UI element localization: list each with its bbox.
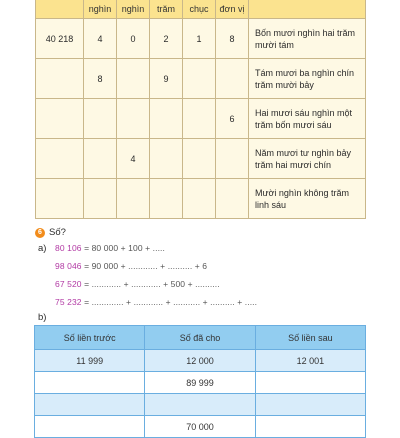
table-cell: 6 (216, 99, 249, 139)
table-cell[interactable] (150, 179, 183, 219)
equation-line (55, 243, 165, 253)
reading-cell: Bốn mươi nghìn hai trăm mười tám (249, 19, 366, 59)
reading-cell: Năm mươi tư nghìn bảy trăm hai mươi chín (249, 139, 366, 179)
number-reading-table (35, 0, 366, 219)
table-row (36, 179, 366, 219)
table-cell[interactable] (36, 139, 84, 179)
equation-line (55, 297, 257, 307)
equation-number: 80 106 (55, 243, 82, 253)
exercise-title: Số? (49, 227, 66, 238)
table-cell: 4 (84, 19, 117, 59)
table-cell: 70 000 (145, 416, 255, 438)
part-b-label: b) (38, 312, 47, 323)
equation-rest[interactable]: = 80 000 + 100 + ..... (81, 243, 165, 253)
table-cell[interactable] (216, 139, 249, 179)
table-cell[interactable] (117, 179, 150, 219)
table-cell[interactable] (36, 99, 84, 139)
exercise-number-badge: 6 (35, 228, 45, 238)
table-cell[interactable] (35, 416, 145, 438)
header-cell: Số đã cho (145, 326, 255, 350)
header-cell: trăm (150, 0, 183, 19)
table-cell[interactable] (36, 59, 84, 99)
header-cell (249, 0, 366, 19)
reading-cell: Hai mươi sáu nghìn một trăm bốn mươi sáu (249, 99, 366, 139)
table-cell[interactable] (255, 416, 365, 438)
equation-number: 98 046 (55, 261, 82, 271)
equation-rest[interactable]: = ............ + ............ + 500 + .......... (81, 279, 220, 289)
table-cell[interactable] (183, 99, 216, 139)
equation-line (55, 279, 220, 289)
equation-rest[interactable]: = ............. + ............ + ........... + .......... + ..... (81, 297, 258, 307)
header-cell: chục (183, 0, 216, 19)
table-cell[interactable] (150, 99, 183, 139)
table-cell[interactable] (183, 139, 216, 179)
table-cell[interactable] (84, 179, 117, 219)
table-cell: 8 (84, 59, 117, 99)
table-cell[interactable] (183, 179, 216, 219)
header-cell: Số liền trước (35, 326, 145, 350)
table-cell: 1 (183, 19, 216, 59)
table-cell: 12 000 (145, 350, 255, 372)
table-cell: 4 (117, 139, 150, 179)
table-cell[interactable] (255, 372, 365, 394)
table-cell[interactable] (117, 59, 150, 99)
part-a-label: a) (38, 243, 47, 254)
table-cell[interactable] (216, 179, 249, 219)
exercise-heading (35, 227, 66, 238)
table-row (35, 416, 366, 438)
header-cell (36, 0, 84, 19)
table-cell: 40 218 (36, 19, 84, 59)
equation-number: 67 520 (55, 279, 82, 289)
table-cell[interactable] (84, 139, 117, 179)
table-row (35, 394, 366, 416)
table-row (35, 350, 366, 372)
equation-rest[interactable]: = 90 000 + ............ + .......... + 6 (81, 261, 208, 271)
table-cell[interactable] (183, 59, 216, 99)
table-cell: 8 (216, 19, 249, 59)
table-cell[interactable] (36, 179, 84, 219)
table-row (36, 99, 366, 139)
table-cell[interactable] (150, 139, 183, 179)
reading-cell: Tám mươi ba nghìn chín trăm mười bảy (249, 59, 366, 99)
table-row (36, 19, 366, 59)
equation-number: 75 232 (55, 297, 82, 307)
table-cell[interactable] (84, 99, 117, 139)
header-cell: nghìn (117, 0, 150, 19)
table-cell[interactable] (117, 99, 150, 139)
neighbor-numbers-table (34, 325, 366, 438)
table-row (36, 139, 366, 179)
table-cell[interactable] (216, 59, 249, 99)
table-cell: 2 (150, 19, 183, 59)
table-cell[interactable] (35, 394, 145, 416)
header-cell: Số liền sau (255, 326, 365, 350)
table-header-row (36, 0, 366, 19)
table-row (35, 372, 366, 394)
table-row (36, 59, 366, 99)
table-cell: 0 (117, 19, 150, 59)
header-cell: đơn vị (216, 0, 249, 19)
equation-line (55, 261, 207, 271)
reading-cell: Mười nghìn không trăm linh sáu (249, 179, 366, 219)
table-cell[interactable] (255, 394, 365, 416)
table-cell: 9 (150, 59, 183, 99)
table-cell[interactable] (145, 394, 255, 416)
table-header-row (35, 326, 366, 350)
table-cell: 12 001 (255, 350, 365, 372)
table-cell: 11 999 (35, 350, 145, 372)
header-cell: nghìn (84, 0, 117, 19)
table-cell: 89 999 (145, 372, 255, 394)
table-cell[interactable] (35, 372, 145, 394)
